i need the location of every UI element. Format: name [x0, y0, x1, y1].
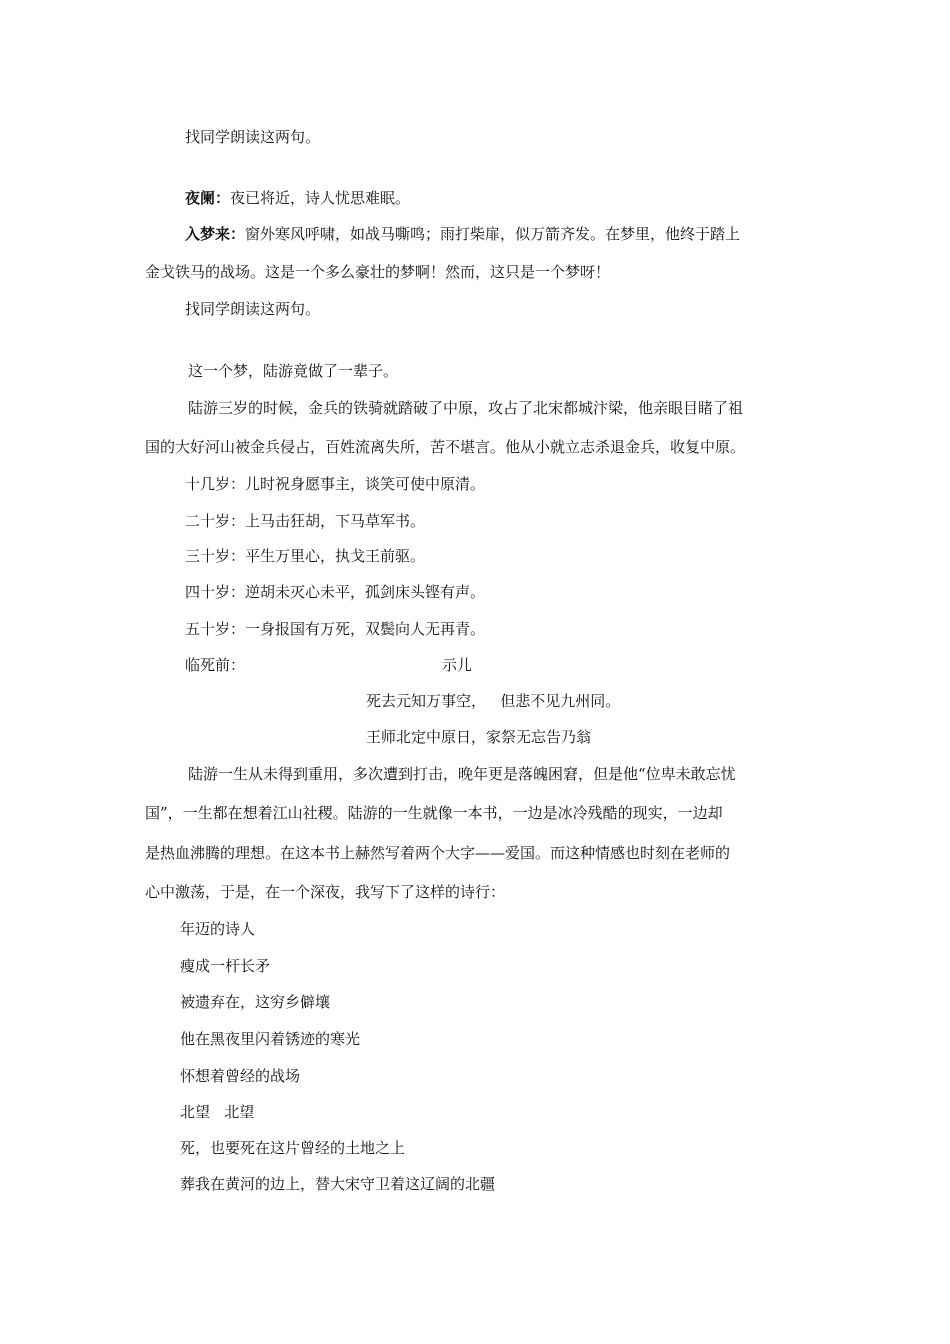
paragraph-lifetime-line2: 国”，一生都在想着江山社稷。陆游的一生就像一本书，一边是冰冷残酷的现实，一边却 [145, 804, 723, 822]
term-text: 窗外寒风呼啸，如战马嘶鸣；雨打柴扉，似万箭齐发。在梦里，他终于踏上 [245, 225, 741, 243]
age-thirty: 三十岁：平生万里心，执戈王前驱。 [185, 547, 426, 565]
age-teens: 十几岁：儿时祝身愿事主，谈笑可使中原清。 [185, 475, 486, 493]
term-text: 夜已将近，诗人忧思难眠。 [230, 189, 411, 207]
paragraph-childhood-line2: 国的大好河山被金兵侵占，百姓流离失所，苦不堪言。他从小就立志杀退金兵，收复中原。 [145, 438, 746, 456]
paragraph-lifelong-dream: 这一个梦，陆游竟做了一辈子。 [188, 362, 399, 380]
poem-line-1: 死去元知万事空， 但悲不见九州同。 [366, 692, 621, 710]
verse-line: 瘦成一杆长矛 [180, 957, 271, 975]
poem-line-2: 王师北定中原日，家祭无忘告乃翁 [366, 728, 592, 746]
paragraph-read-aloud-2: 找同学朗读这两句。 [185, 300, 321, 318]
term-label: 入梦来： [185, 225, 246, 243]
paragraph-night [185, 188, 410, 208]
verse-line: 他在黑夜里闪着锈迹的寒光 [180, 1030, 361, 1048]
paragraph-dream-cont: 金戈铁马的战场。这是一个多么豪壮的梦啊！然而，这只是一个梦呀！ [145, 263, 611, 281]
age-fifty: 五十岁：一身报国有万死，双鬓向人无再青。 [185, 620, 486, 638]
paragraph-read-aloud-1: 找同学朗读这两句。 [185, 128, 321, 146]
verse-line: 被遗弃在，这穷乡僻壤 [180, 993, 331, 1011]
verse-line: 年迈的诗人 [180, 920, 256, 938]
poem-title: 示儿 [442, 656, 473, 674]
paragraph-lifetime-line3: 是热血沸腾的理想。在这本书上赫然写着两个大字——爱国。而这种情感也时刻在老师的 [145, 844, 731, 862]
age-twenty: 二十岁：上马击狂胡，下马草军书。 [185, 512, 426, 530]
term-label: 夜阑： [185, 189, 231, 207]
paragraph-lifetime-line4: 心中激荡，于是，在一个深夜，我写下了这样的诗行： [145, 883, 506, 901]
before-death-label: 临死前： [185, 656, 246, 674]
verse-line: 怀想着曾经的战场 [180, 1067, 301, 1085]
age-forty: 四十岁：逆胡未灭心未平，孤剑床头铿有声。 [185, 583, 486, 601]
verse-line: 葬我在黄河的边上，替大宋守卫着这辽阔的北疆 [180, 1175, 496, 1193]
verse-line: 北望 北望 [180, 1103, 255, 1121]
paragraph-childhood-line1: 陆游三岁的时候，金兵的铁骑就踏破了中原，攻占了北宋都城汴梁，他亲眼目睹了祖 [188, 399, 744, 417]
verse-line: 死，也要死在这片曾经的土地之上 [180, 1139, 406, 1157]
paragraph-dream [185, 224, 740, 244]
paragraph-lifetime-line1: 陆游一生从未得到重用，多次遭到打击，晚年更是落魄困窘，但是他“位卑未敢忘忧 [188, 765, 736, 783]
